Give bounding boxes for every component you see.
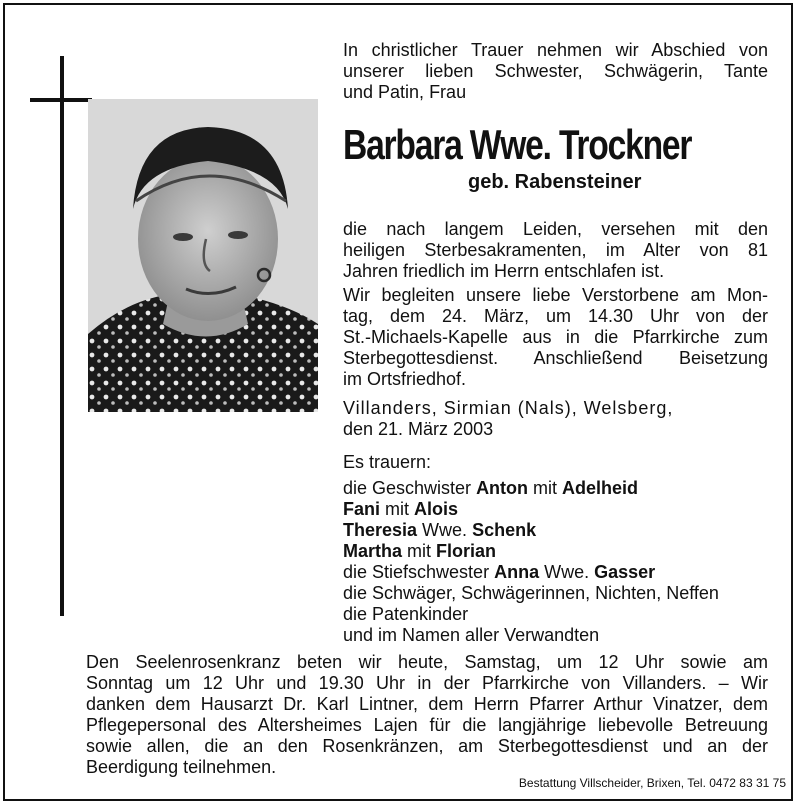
intro-line: In christlicher Trauer nehmen wir Abschied von [343, 40, 768, 60]
mourner-row [343, 583, 719, 604]
closing-line: danken dem Hausarzt Dr. Karl Lintner, dem Herrn Pfarrer Arthur Vinatzer, dem [86, 694, 768, 714]
mourner-text: die Patenkinder [343, 604, 469, 624]
maiden-name: geb. Rabensteiner [468, 171, 642, 193]
mourner-row [343, 520, 719, 541]
mourner-name: Fani [343, 499, 381, 519]
mourner-text: mit [402, 541, 437, 561]
passing-line: die nach langem Leiden, versehen mit den [343, 219, 768, 239]
portrait-photo [88, 99, 318, 412]
closing-line: Beerdigung teilnehmen. [86, 757, 277, 777]
mourner-text: die Schwäger, Schwägerinnen, Nichten, Neffen [343, 583, 719, 603]
date-line: den 21. März 2003 [343, 419, 494, 439]
mourner-name: Adelheid [562, 478, 639, 498]
place-line: Villanders, Sirmian (Nals), Welsberg, [343, 398, 674, 418]
passing-text [343, 219, 768, 282]
passing-line: heiligen Sterbesakramenten, im Alter von 81 [343, 240, 768, 260]
intro-line: unserer lieben Schwester, Schwägerin, Tante [343, 61, 768, 81]
mourners-list [343, 478, 719, 646]
intro-text [343, 40, 768, 103]
mourner-name: Theresia [343, 520, 418, 540]
mourner-text: mit [380, 499, 415, 519]
closing-text [86, 652, 768, 778]
mourner-row [343, 562, 719, 583]
mourner-name: Schenk [472, 520, 537, 540]
mourner-row [343, 604, 719, 625]
closing-line: Pflegepersonal des Altersheimes Lajen für die langjährige liebevolle Betreuung [86, 715, 768, 735]
cross-vertical-bar [60, 56, 64, 616]
mourner-name: Martha [343, 541, 403, 561]
mourner-name: Anna [494, 562, 540, 582]
passing-line: Jahren friedlich im Herrn entschlafen ist. [343, 261, 665, 281]
mourner-text: die Geschwister [343, 478, 477, 498]
undertaker-credit: Bestattung Villscheider, Brixen, Tel. 0472 83 31 75 [518, 776, 786, 790]
cross-horizontal-bar [30, 98, 92, 102]
mourner-text: die Stiefschwester [343, 562, 495, 582]
mourner-row [343, 541, 719, 562]
intro-line: und Patin, Frau [343, 82, 467, 102]
place-date-text [343, 398, 768, 440]
funeral-line: im Ortsfriedhof. [343, 369, 467, 389]
funeral-line: St.-Michaels-Kapelle aus in die Pfarrkirche zum [343, 327, 768, 347]
mourner-name: Anton [476, 478, 529, 498]
closing-line: Den Seelenrosenkranz beten wir heute, Samstag, um 12 Uhr sowie am [86, 652, 768, 672]
mourner-text: und im Namen aller Verwandten [343, 625, 600, 645]
mourner-row [343, 478, 719, 499]
mourner-name: Gasser [594, 562, 656, 582]
funeral-line: tag, dem 24. März, um 14.30 Uhr von der [343, 306, 768, 326]
closing-line: sowie allen, die an den Rosenkränzen, am Sterbegottesdienst und an der [86, 736, 768, 756]
mourner-row [343, 499, 719, 520]
mourner-text: Wwe. [417, 520, 473, 540]
mourner-name: Alois [414, 499, 459, 519]
mourner-name: Florian [436, 541, 497, 561]
mourner-row [343, 625, 719, 646]
funeral-line: Sterbegottesdienst. Anschließend Beisetzung [343, 348, 768, 368]
funeral-text [343, 285, 768, 390]
funeral-line: Wir begleiten unsere liebe Verstorbene am Mon- [343, 285, 768, 305]
mourner-text: Wwe. [539, 562, 595, 582]
deceased-name: Barbara Wwe. Trockner [343, 121, 692, 168]
closing-line: Sonntag um 12 Uhr und 19.30 Uhr in der Pfarrkirche von Villanders. – Wir [86, 673, 768, 693]
mourners-heading: Es trauern: [343, 452, 432, 472]
mourner-text: mit [528, 478, 563, 498]
